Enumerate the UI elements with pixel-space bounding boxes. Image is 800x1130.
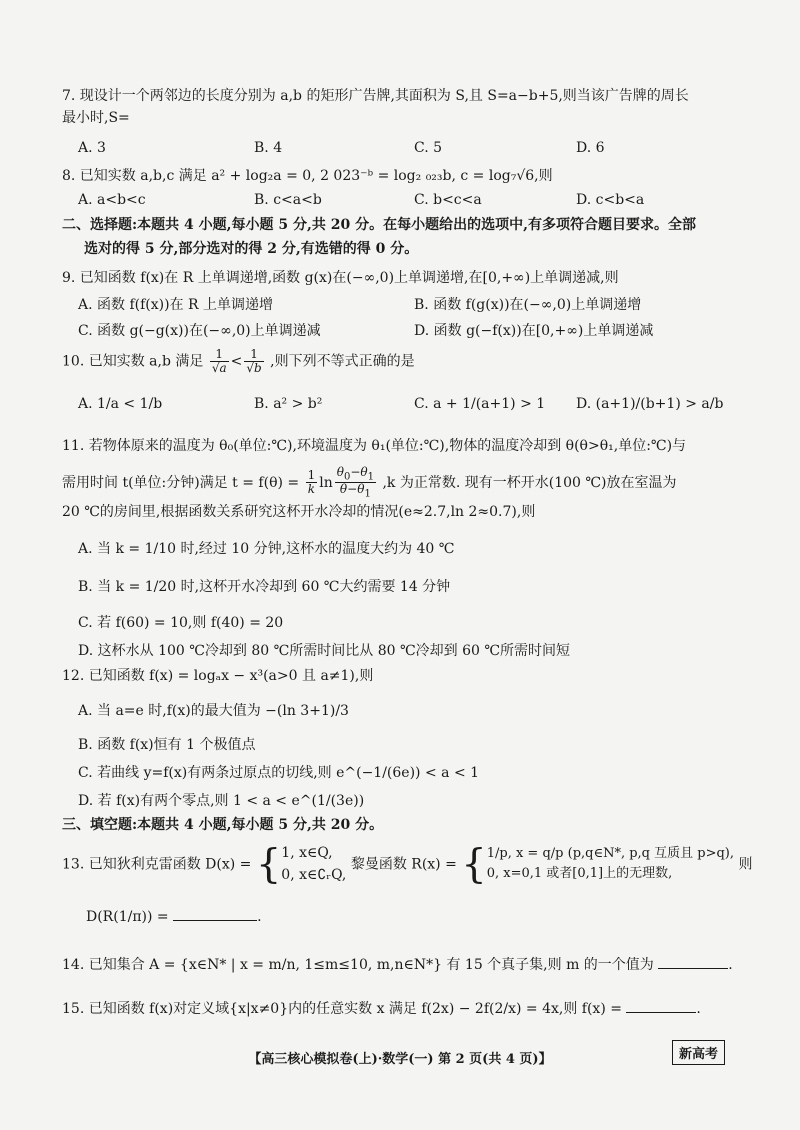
left-brace-icon: { <box>461 841 487 888</box>
left-brace-icon: { <box>255 841 282 888</box>
exam-type-badge: 新高考 <box>672 1040 725 1065</box>
dirichlet-case-1: 1, x∈Q, <box>281 845 333 861</box>
question-14-prefix: 14. 已知集合 A = <box>62 957 176 973</box>
question-14-set: {x∈N* | x = m/n, 1≤m≤10, m,n∈N*} <box>179 957 443 973</box>
q9-option-d[interactable]: D. 函数 g(−f(x))在[0,+∞)上单调递减 <box>414 323 654 339</box>
riemann-cases <box>487 844 734 886</box>
section-2-line1: 二、选择题:本题共 4 小题,每小题 5 分,共 20 分。在每小题给出的选项中,有多项符合题目要求。全部 <box>62 217 696 233</box>
page-footer: 【高三核心模拟卷(上)·数学(一) 第 2 页(共 4 页)】 <box>248 1052 552 1067</box>
question-11-line1: 11. 若物体原来的温度为 θ₀(单位:℃),环境温度为 θ₁(单位:℃),物体的温度冷却到 θ(θ>θ₁,单位:℃)与 <box>62 438 687 454</box>
question-11-line3: 20 ℃的房间里,根据函数关系研究这杯开水冷却的情况(e≈2.7,ln 2≈0.7),则 <box>62 504 536 520</box>
question-15: 15. 已知函数 f(x)对定义域{x|x≠0}内的任意实数 x 满足 f(2x) − 2f(2/x) = 4x,则 f(x) = . <box>62 998 760 1021</box>
q10-option-c[interactable]: C. a + 1/(a+1) > 1 <box>414 396 546 412</box>
q10-option-a[interactable]: A. 1/a < 1/b <box>78 396 163 412</box>
q7-option-b[interactable]: B. 4 <box>254 140 283 156</box>
q10-option-d[interactable]: D. (a+1)/(b+1) > a/b <box>576 396 724 412</box>
question-10-prefix: 10. 已知实数 a,b 满足 <box>62 353 204 370</box>
q8-option-c[interactable]: C. b<c<a <box>414 192 482 208</box>
q8-option-a[interactable]: A. a<b<c <box>78 192 146 208</box>
question-8: 8. 已知实数 a,b,c 满足 a² + log₂a = 0, 2 023⁻ᵇ = log₂ ₀₂₃b, c = log₇√6,则 <box>62 168 553 184</box>
inequality-one-over-sqrt-a: $\frac{1}{√a}$ <box>211 347 227 376</box>
section-2-line2: 选对的得 5 分,部分选对的得 2 分,有选错的得 0 分。 <box>84 240 419 257</box>
formula-one-over-k: $\frac{1}{k}$ <box>307 468 316 497</box>
question-10-suffix: ,则下列不等式正确的是 <box>270 353 415 370</box>
q11-option-a[interactable]: A. 当 k = 1/10 时,经过 10 分钟,这杯水的温度大约为 40 ℃ <box>78 541 455 557</box>
question-11-line2: 需用时间 t(单位:分钟)满足 t = f(θ) = $\frac{1}{k}$ ln $\frac{\theta_0-\theta_1}{\theta-\theta_1}$ ,k 为正常数. 现有一杯开水(100 ℃)放在室温为 <box>62 465 677 500</box>
question-7 <box>62 86 760 129</box>
q7-option-a[interactable]: A. 3 <box>78 140 106 156</box>
question-11-line2-prefix: 需用时间 t(单位:分钟)满足 t = f(θ) = <box>62 474 300 491</box>
question-11-line2-suffix: ,k 为正常数. 现有一杯开水(100 ℃)放在室温为 <box>382 474 677 491</box>
question-15-text: 15. 已知函数 f(x)对定义域{x|x≠0}内的任意实数 x 满足 f(2x) − 2f(2/x) = 4x,则 f(x) = <box>62 1001 622 1017</box>
riemann-case-1: 1/p, x = q/p (p,q∈N*, p,q 互质且 p>q), <box>486 845 735 861</box>
q12-option-c[interactable]: C. 若曲线 y=f(x)有两条过原点的切线,则 e^(−1/(6e)) < a < 1 <box>78 765 480 781</box>
question-13-expression: D(R(1/π)) = <box>86 909 169 925</box>
q11-option-d[interactable]: D. 这杯水从 100 ℃冷却到 80 ℃所需时间比从 80 ℃冷却到 60 ℃所需时间短 <box>78 643 571 659</box>
q9-option-b[interactable]: B. 函数 f(g(x))在(−∞,0)上单调递增 <box>414 297 642 313</box>
q12-option-a[interactable]: A. 当 a=e 时,f(x)的最大值为 −(ln 3+1)/3 <box>78 703 349 719</box>
section-3-header: 三、填空题:本题共 4 小题,每小题 5 分,共 20 分。 <box>62 817 384 833</box>
question-13-end: 则 <box>738 856 753 873</box>
question-13 <box>62 842 760 887</box>
q12-option-b[interactable]: B. 函数 f(x)恒有 1 个极值点 <box>78 737 256 753</box>
q11-option-b[interactable]: B. 当 k = 1/20 时,这杯开水冷却到 60 ℃大约需要 14 分钟 <box>78 579 451 595</box>
q9-option-c[interactable]: C. 函数 g(−g(x))在(−∞,0)上单调递减 <box>78 323 321 339</box>
riemann-case-2: 0, x=0,1 或者[0,1]上的无理数, <box>486 866 673 882</box>
q13-answer-blank[interactable] <box>173 906 257 921</box>
question-14: 14. 已知集合 A = {x∈N* | x = m/n, 1≤m≤10, m,n∈N*} 有 15 个真子集,则 m 的一个值为 . <box>62 954 760 977</box>
section-2-header <box>62 214 760 262</box>
question-13-line2: D(R(1/π)) = . <box>62 906 760 929</box>
question-7-line1: 7. 现设计一个两邻边的长度分别为 a,b 的矩形广告牌,其面积为 S,且 S=a−b+5,则当该广告牌的周长 <box>62 88 689 104</box>
question-7-line2: 最小时,S= <box>62 109 130 126</box>
formula-theta-ratio: $\frac{\theta_0-\theta_1}{\theta-\theta_1}$ <box>336 465 375 500</box>
q7-option-c[interactable]: C. 5 <box>414 140 443 156</box>
question-12: 12. 已知函数 f(x) = logₐx − x³(a>0 且 a≠1),则 <box>62 668 374 684</box>
question-13-prefix: 13. 已知狄利克雷函数 D(x) = <box>62 856 252 873</box>
dirichlet-case-2: 0, x∈∁ᵣQ, <box>281 867 347 884</box>
q7-option-d[interactable]: D. 6 <box>576 140 605 156</box>
q11-option-c[interactable]: C. 若 f(60) = 10,则 f(40) = 20 <box>78 615 284 631</box>
q9-option-a[interactable]: A. 函数 f(f(x))在 R 上单调递增 <box>78 297 274 313</box>
q14-answer-blank[interactable] <box>658 954 728 969</box>
q15-answer-blank[interactable] <box>626 998 696 1013</box>
inequality-one-over-sqrt-b: $\frac{1}{√b}$ <box>246 347 262 376</box>
question-9: 9. 已知函数 f(x)在 R 上单调递增,函数 g(x)在(−∞,0)上单调递增,在[0,+∞)上单调递减,则 <box>62 270 619 286</box>
question-14-suffix: 有 15 个真子集,则 m 的一个值为 <box>446 957 654 973</box>
q8-option-b[interactable]: B. c<a<b <box>254 192 322 208</box>
question-10: 10. 已知实数 a,b 满足 $\frac{1}{√a}$ < $\frac{1}{√b}$ ,则下列不等式正确的是 <box>62 347 415 376</box>
dirichlet-cases <box>281 842 346 887</box>
q8-option-d[interactable]: D. c<b<a <box>576 192 645 208</box>
question-13-middle: 黎曼函数 R(x) = <box>350 856 457 873</box>
q12-option-d[interactable]: D. 若 f(x)有两个零点,则 1 < a < e^(1/(3e)) <box>78 793 365 809</box>
q10-option-b[interactable]: B. a² > b² <box>254 396 323 412</box>
